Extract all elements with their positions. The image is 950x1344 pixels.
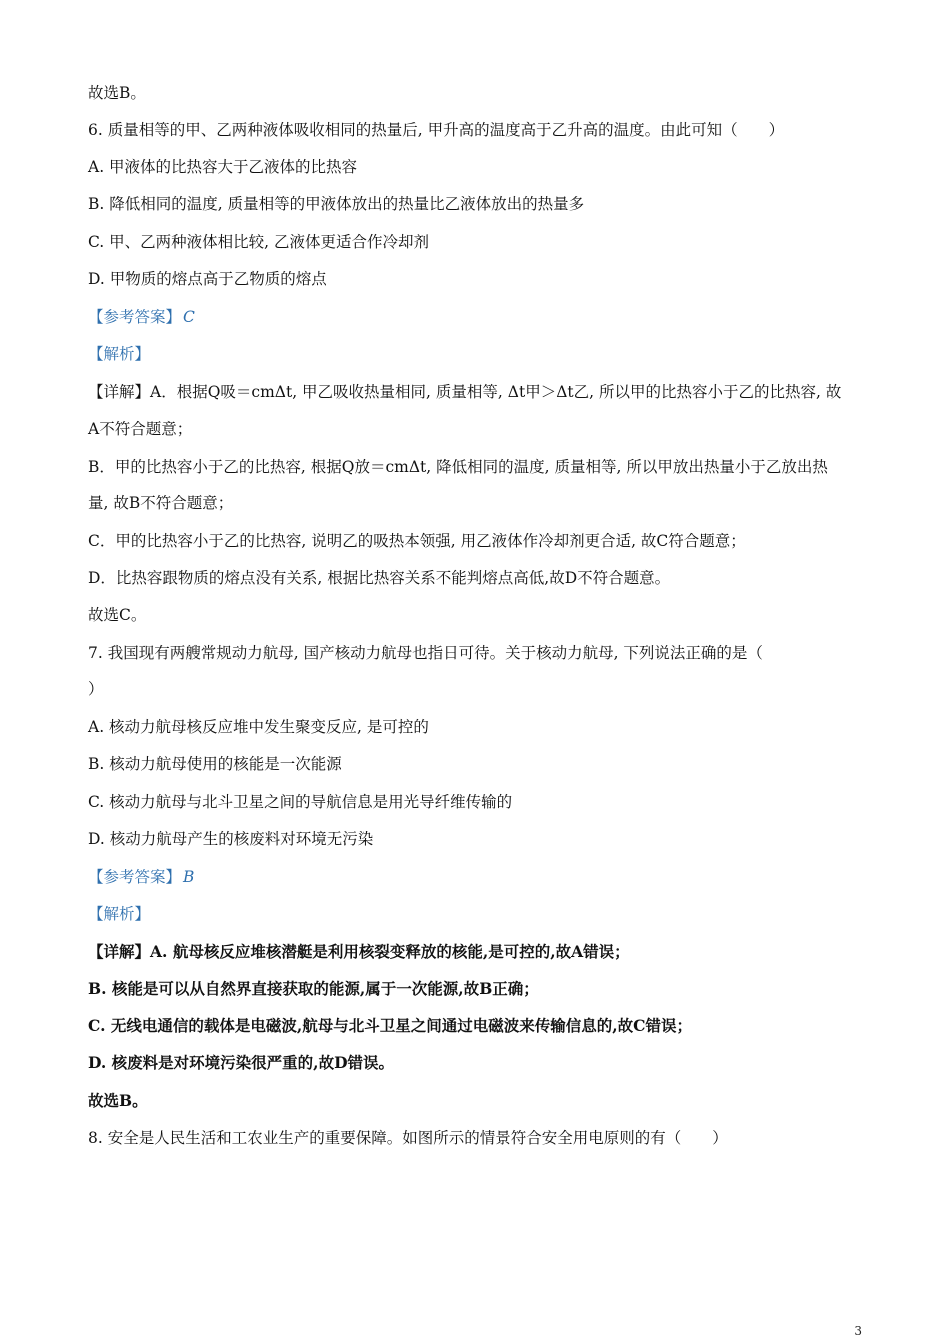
question-8: 8. 安全是人民生活和工农业生产的重要保障。如图所示的情景符合安全用电原则的有（ ） [88, 1129, 728, 1147]
question-6: 6. 质量相等的甲、乙两种液体吸收相同的热量后, 甲升高的温度高于乙升高的温度。由此可知（ ） [88, 121, 785, 139]
question-7: 7. 我国现有两艘常规动力航母, 国产核动力航母也指日可待。关于核动力航母, 下列说法正确的是（ [88, 644, 763, 662]
answer-label: 【参考答案】 [88, 308, 182, 326]
conclusion-6: 故选C。 [88, 606, 147, 624]
question-6-option-d: D. 甲物质的熔点高于乙物质的熔点 [88, 270, 327, 288]
detail-6-c: C．甲的比热容小于乙的比热容, 说明乙的吸热本领强, 用乙液体作冷却剂更合适, 故C符合题意； [88, 532, 746, 550]
question-6-option-b: B. 降低相同的温度, 质量相等的甲液体放出的热量比乙液体放出的热量多 [88, 195, 585, 213]
question-6-option-a: A. 甲液体的比热容大于乙液体的比热容 [88, 158, 358, 176]
answer-value: B [183, 868, 195, 886]
detail-7-a: 【详解】A. 航母核反应堆核潜艇是利用核裂变释放的核能,是可控的,故A错误； [88, 942, 630, 961]
answer-label: 【参考答案】 [88, 868, 182, 886]
analysis-7-heading: 【解析】 [88, 905, 151, 923]
detail-7-d: D. 核废料是对环境污染很严重的,故D错误。 [88, 1053, 395, 1072]
answer-value: C [183, 308, 195, 326]
question-7-line2: ） [88, 680, 104, 698]
question-7-option-c: C. 核动力航母与北斗卫星之间的导航信息是用光导纤维传输的 [88, 793, 513, 811]
detail-6-b-line2: 量, 故B不符合题意； [88, 494, 234, 512]
detail-6-b-line1: B．甲的比热容小于乙的比热容, 根据Q放＝cmΔt, 降低相同的温度, 质量相等, 所以甲放出热量小于乙放出热 [88, 458, 828, 476]
detail-6-a-line1: 【详解】A．根据Q吸＝cmΔt, 甲乙吸收热量相同, 质量相等, Δt甲＞Δt乙, 所以甲的比热容小于乙的比热容, 故 [88, 383, 842, 401]
conclusion-line: 故选B。 [88, 84, 146, 102]
analysis-6-heading: 【解析】 [88, 345, 151, 363]
question-6-option-c: C. 甲、乙两种液体相比较, 乙液体更适合作冷却剂 [88, 233, 430, 251]
detail-7-c: C. 无线电通信的载体是电磁波,航母与北斗卫星之间通过电磁波来传输信息的,故C错误； [88, 1016, 692, 1035]
answer-6 [88, 306, 890, 328]
question-7-option-a: A. 核动力航母核反应堆中发生聚变反应, 是可控的 [88, 718, 429, 736]
question-7-option-d: D. 核动力航母产生的核废料对环境无污染 [88, 830, 374, 848]
detail-6-d: D．比热容跟物质的熔点没有关系, 根据比热容关系不能判熔点高低,故D不符合题意。 [88, 569, 671, 587]
conclusion-7: 故选B。 [88, 1091, 148, 1110]
detail-7-b: B. 核能是可以从自然界直接获取的能源,属于一次能源,故B正确； [88, 979, 539, 998]
page-number: 3 [854, 1324, 862, 1338]
detail-6-a-line2: A不符合题意； [88, 420, 193, 438]
answer-7 [88, 866, 890, 888]
question-7-option-b: B. 核动力航母使用的核能是一次能源 [88, 755, 342, 773]
